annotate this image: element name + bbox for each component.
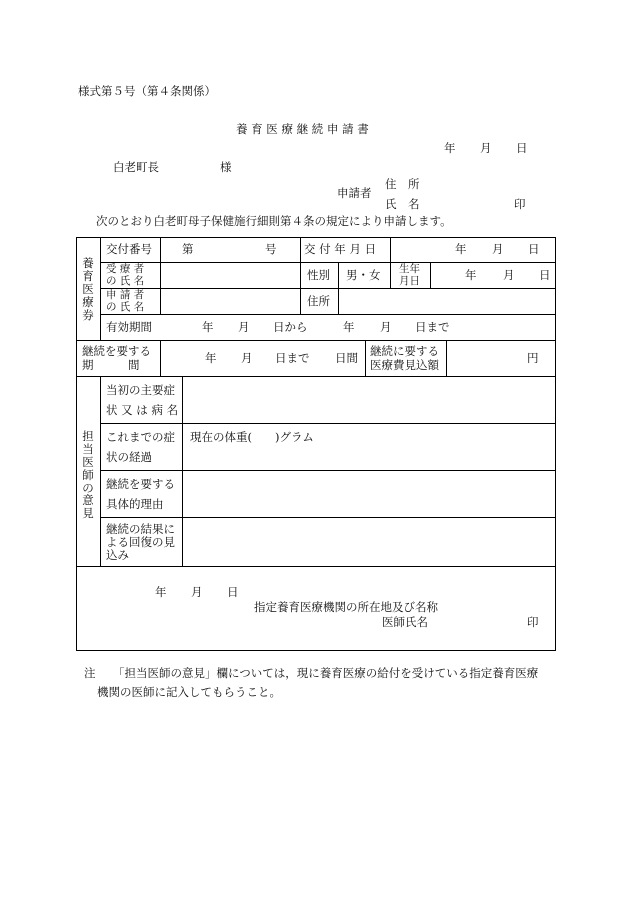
date-month: 月 [480, 141, 492, 155]
validity-to: 日まで [415, 320, 450, 334]
continue-year: 年 [205, 351, 217, 365]
sex-label: 性別 [307, 268, 330, 282]
issue-date-label: 交 付 年 月 日 [304, 242, 377, 256]
applicant-name-line1: 申 請 者 [106, 289, 145, 301]
continue-month: 月 [241, 351, 253, 365]
continue-period-line1: 継続を要する [82, 344, 151, 358]
prospect-line2: よる回復の見 [106, 535, 175, 549]
cost-label-line1: 継続に要する [370, 344, 439, 358]
continue-to: 日まで [275, 351, 310, 365]
intro-text: 次のとおり白老町母子保健施行細則第４条の規定により申請します。 [96, 214, 452, 228]
addressee: 白老町長 [113, 160, 159, 174]
recipient-label-line1: 受 療 者 [106, 263, 145, 275]
issue-date-day: 日 [528, 242, 540, 256]
sex-options: 男・女 [346, 268, 381, 282]
sign-date-month: 月 [191, 585, 203, 599]
issue-date-year: 年 [455, 242, 467, 256]
validity-label: 有効期間 [106, 320, 152, 334]
birth-day: 日 [539, 268, 551, 282]
validity-from-year: 年 [202, 320, 214, 334]
initial-symptom-line1: 当初の主要症 [106, 383, 175, 397]
yen-label: 円 [527, 351, 539, 365]
recipient-label-line2: の 氏 名 [106, 275, 145, 287]
validity-to-year: 年 [343, 320, 355, 334]
applicant-address-label: 住 所 [385, 177, 420, 191]
validity-from-month: 月 [238, 320, 250, 334]
issue-number-go: 号 [265, 242, 277, 256]
cost-label-line2: 医療費見込額 [370, 358, 439, 372]
issue-number-label: 交付番号 [106, 242, 152, 256]
prospect-line1: 継続の結果に [106, 522, 175, 536]
doctor-name-label: 医師氏名 [382, 615, 428, 629]
birth-month: 月 [503, 268, 515, 282]
birth-year: 年 [465, 268, 477, 282]
seal-mark: 印 [514, 197, 526, 211]
issue-date-month: 月 [492, 242, 504, 256]
continue-period-line2: 期 間 [82, 358, 140, 372]
ticket-section-label: 養育医療券 [82, 256, 94, 322]
form-number: 様式第５号（第４条関係） [78, 84, 216, 98]
current-weight: 現在の体重( )グラム [190, 430, 314, 444]
sign-date-year: 年 [155, 585, 167, 599]
honorific: 様 [220, 160, 232, 174]
birth-label-line2: 月日 [399, 275, 420, 287]
validity-from: 日から [273, 320, 308, 334]
date-year: 年 [444, 141, 456, 155]
note-label: 注 [84, 666, 96, 680]
note-line2: 機関の医師に記入してもらうこと。 [97, 685, 281, 699]
doctor-opinion-section-label: 担当医師の意見 [82, 429, 94, 521]
date-day: 日 [516, 141, 528, 155]
applicant-name-label: 氏 名 [385, 197, 420, 211]
applicant-label: 申請者 [337, 186, 372, 200]
institution-label: 指定養育医療機関の所在地及び名称 [254, 600, 438, 614]
reason-line1: 継続を要する [106, 477, 175, 491]
validity-to-month: 月 [380, 320, 392, 334]
page-title: 養 育 医 療 継 続 申 請 書 [236, 122, 369, 136]
reason-line2: 具体的理由 [106, 497, 164, 511]
course-line1: これまでの症 [106, 430, 175, 444]
initial-symptom-line2: 状 又 は 病 名 [106, 403, 179, 417]
doctor-seal: 印 [527, 615, 539, 629]
birth-label-line1: 生年 [399, 263, 420, 275]
note-line1: 「担当医師の意見」欄については，現に養育医療の給付を受けている指定養育医療 [113, 666, 539, 680]
issue-number-dai: 第 [182, 242, 194, 256]
sign-date-day: 日 [227, 585, 239, 599]
applicant-name-line2: の 氏 名 [106, 301, 145, 313]
course-line2: 状の経過 [106, 450, 152, 464]
days-label: 日間 [335, 351, 358, 365]
address-label: 住所 [307, 294, 330, 308]
prospect-line3: 込み [106, 548, 129, 562]
